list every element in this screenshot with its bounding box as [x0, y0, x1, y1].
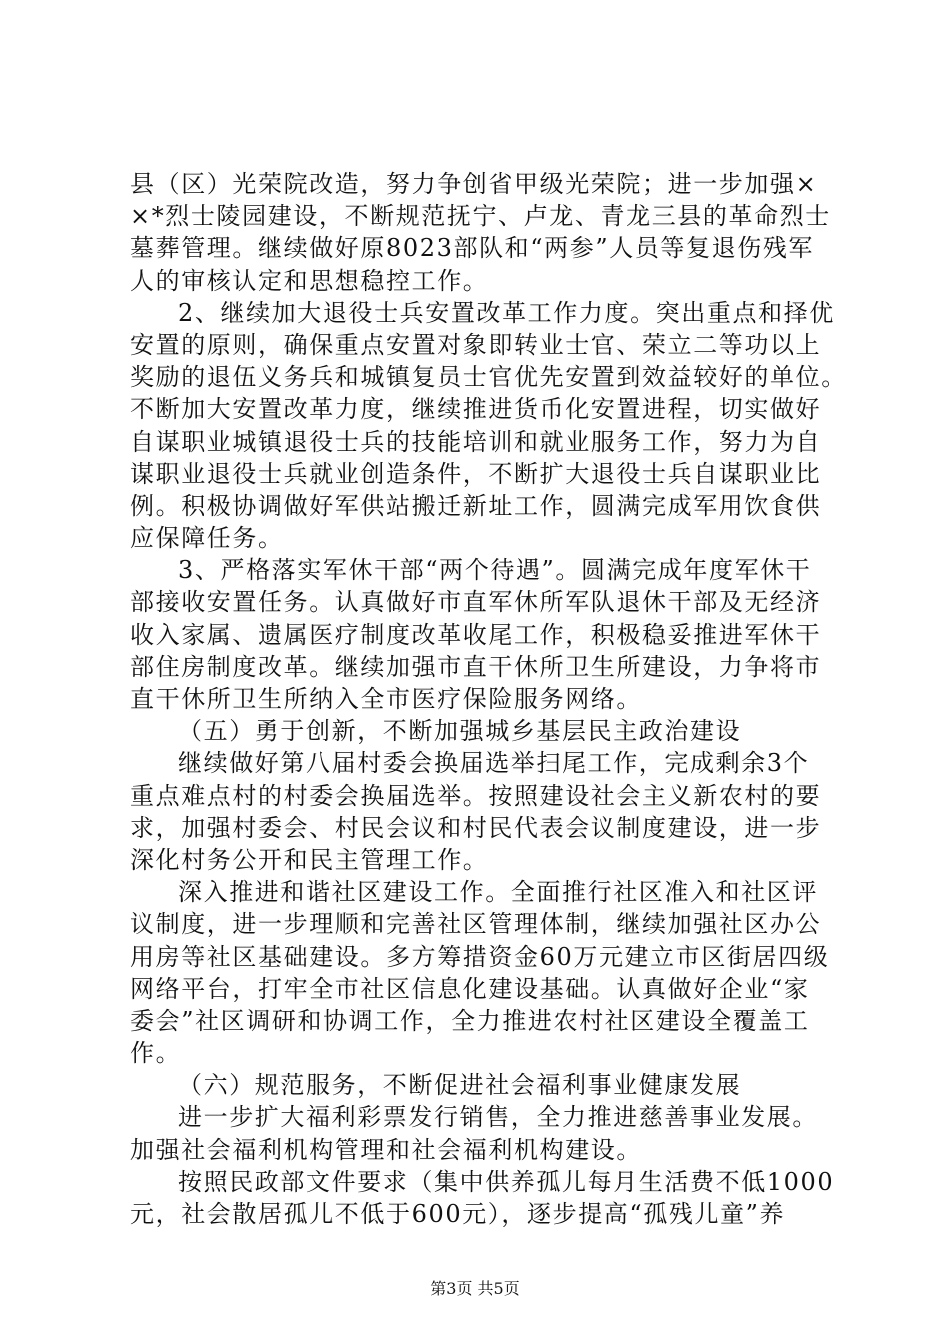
- text-line: 元，社会散居孤儿不低于600元），逐步提高“孤残儿童”养: [130, 1200, 786, 1228]
- text-line: （六）规范服务，不断促进社会福利事业健康发展: [178, 1071, 742, 1100]
- text-line: 用房等社区基础建设。多方筹措资金60万元建立市区街居四级: [130, 942, 830, 971]
- text-line: 3、严格落实军休干部“两个待遇”。圆满完成年度军休干: [178, 556, 812, 585]
- text-line: 继续做好第八届村委会换届选举扫尾工作，完成剩余3个: [178, 749, 810, 778]
- text-line: 求，加强村委会、村民会议和村民代表会议制度建设，进一步: [130, 813, 822, 842]
- text-line: 安置的原则，确保重点安置对象即转业士官、荣立二等功以上: [130, 330, 822, 359]
- text-line: 县（区）光荣院改造，努力争创省甲级光荣院；进一步加强×: [130, 170, 818, 198]
- text-line: 深化村务公开和民主管理工作。: [130, 845, 489, 874]
- text-line: 作。: [130, 1039, 182, 1068]
- text-line: 网络平台，打牢全市社区信息化建设基础。认真做好企业“家: [130, 974, 810, 1003]
- document-body: [130, 168, 847, 1230]
- text-line: 例。积极协调做好军供站搬迁新址工作，圆满完成军用饮食供: [130, 491, 822, 520]
- text-line: 进一步扩大福利彩票发行销售，全力推进慈善事业发展。: [178, 1103, 818, 1132]
- page-footer: 第3页 共5页: [430, 1279, 520, 1298]
- text-line: 不断加大安置改革力度，继续推进货币化安置进程，切实做好: [130, 395, 822, 424]
- text-line: 奖励的退伍义务兵和城镇复员士官优先安置到效益较好的单位。: [130, 363, 847, 392]
- text-line: 墓葬管理。继续做好原8023部队和“两参”人员等复退伤残军: [130, 234, 815, 263]
- text-line: 应保障任务。: [130, 524, 284, 553]
- text-line: 直干休所卫生所纳入全市医疗保险服务网络。: [130, 685, 642, 713]
- text-line: ×*烈士陵园建设，不断规范抚宁、卢龙、青龙三县的革命烈士: [130, 202, 831, 231]
- text-line: 收入家属、遗属医疗制度改革收尾工作，积极稳妥推进军休干: [130, 620, 822, 649]
- text-line: 重点难点村的村委会换届选举。按照建设社会主义新农村的要: [130, 781, 822, 810]
- text-line: 部住房制度改革。继续加强市直干休所卫生所建设，力争将市: [130, 652, 822, 681]
- text-line: 委会”社区调研和协调工作，全力推进农村社区建设全覆盖工: [130, 1006, 810, 1035]
- text-line: 部接收安置任务。认真做好市直军休所军队退休干部及无经济: [130, 588, 822, 617]
- text-line: 按照民政部文件要求（集中供养孤儿每月生活费不低1000: [178, 1167, 835, 1196]
- text-line: 人的审核认定和思想稳控工作。: [130, 266, 489, 295]
- text-line: 加强社会福利机构管理和社会福利机构建设。: [130, 1135, 642, 1164]
- text-line: （五）勇于创新，不断加强城乡基层民主政治建设: [178, 717, 742, 746]
- text-line: 深入推进和谐社区建设工作。全面推行社区准入和社区评: [178, 878, 818, 907]
- text-line: 谋职业退役士兵就业创造条件，不断扩大退役士兵自谋职业比: [130, 459, 822, 488]
- text-line: 议制度，进一步理顺和完善社区管理体制，继续加强社区办公: [130, 910, 822, 939]
- text-line: 自谋职业城镇退役士兵的技能培训和就业服务工作，努力为自: [130, 427, 822, 456]
- text-line: 2、继续加大退役士兵安置改革工作力度。突出重点和择优: [178, 298, 835, 327]
